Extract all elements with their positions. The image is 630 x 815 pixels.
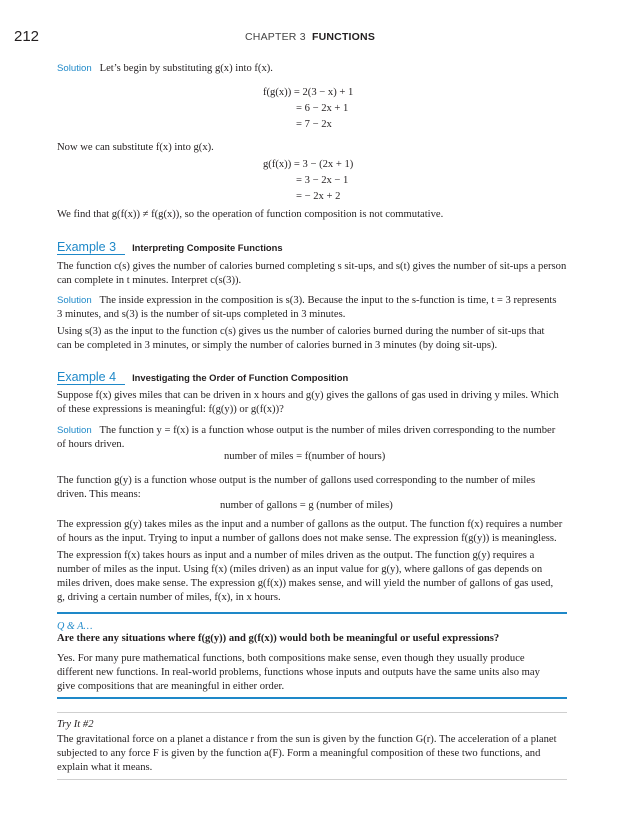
paragraph: [57, 424, 555, 438]
example-underline: [57, 254, 125, 255]
paragraph: The gravitational force on a planet a distance r from the sun is given by the function G(r). The acceleration of a planet: [57, 734, 557, 745]
equation-line: = 7 − 2x: [296, 119, 332, 130]
paragraph: The function g(y) is a function whose output is the number of gallons used corresponding to the number of miles: [57, 475, 536, 486]
equation-line: = 3 − 2x − 1: [296, 175, 349, 186]
solution-label: Solution: [57, 425, 92, 436]
equation-line: f(g(x)) = 2(3 − x) + 1: [263, 87, 354, 98]
paragraph: miles driven, does make sense. The expression g(f(x)) makes sense, and will yield the number of gallons of gas used,: [57, 578, 554, 589]
paragraph: driven. This means:: [57, 489, 141, 500]
chapter-header: [245, 31, 375, 43]
solution-label: Solution: [57, 295, 92, 306]
qa-bottom-bar: [57, 697, 567, 699]
solution-label: Solution: [57, 63, 92, 74]
equation-line: = − 2x + 2: [296, 191, 341, 202]
equation-line: number of gallons = g (number of miles): [220, 500, 393, 511]
paragraph: number of miles as the input. Using f(x) (miles driven) as an input value for g(y), where gallons of gas depends on: [57, 564, 543, 575]
equation-line: number of miles = f(number of hours): [224, 451, 386, 462]
paragraph: subjected to any force F is given by the function a(F). Form a meaningful composition of these two functions, and: [57, 748, 541, 759]
example-label: Example 3: [57, 240, 117, 254]
paragraph: can complete in t minutes. Interpret c(s(3)).: [57, 275, 242, 286]
paragraph: 3 minutes, and s(3) is the number of sit-ups completed in 3 minutes.: [57, 309, 346, 320]
example-underline: [57, 384, 125, 385]
chapter-title: FUNCTIONS: [311, 31, 376, 43]
paragraph: can be completed in 3 minutes, or simply the number of calories burned in 3 minutes (by doing sit-ups).: [57, 340, 498, 351]
try-it-label: Try It #2: [57, 719, 94, 730]
example-title: Investigating the Order of Function Composition: [132, 372, 349, 383]
equation-line: = 6 − 2x + 1: [296, 103, 349, 114]
solution-intro: [57, 62, 273, 76]
paragraph: g, driving a certain number of miles, f(x), in x hours.: [57, 592, 281, 603]
paragraph: Now we can substitute f(x) into g(x).: [57, 142, 214, 153]
try-it-top-rule: [57, 712, 567, 713]
qa-top-bar: [57, 612, 567, 614]
paragraph: Suppose f(x) gives miles that can be driven in x hours and g(y) gives the gallons of gas used in driving y miles. Which: [57, 390, 559, 401]
solution-text: The function y = f(x) is a function whose output is the number of miles driven corresponding to the number: [99, 425, 556, 436]
paragraph: [57, 294, 556, 308]
page-number: 212: [14, 28, 40, 45]
example-label: Example 4: [57, 370, 117, 384]
paragraph: give compositions that are meaningful in either order.: [57, 681, 285, 692]
paragraph: We find that g(f(x)) ≠ f(g(x)), so the operation of function composition is not commutative.: [57, 209, 444, 220]
paragraph: Yes. For many pure mathematical functions, both compositions make sense, even though they usually produce: [57, 653, 525, 664]
paragraph: of these expressions is meaningful: f(g(y)) or g(f(x))?: [57, 404, 284, 415]
solution-text: The inside expression in the composition is s(3). Because the input to the s-function is time, t = 3 represents: [99, 295, 557, 306]
paragraph: of hours as the input. Trying to input a number of gallons does not make sense. The expression f(g(y)) is meaningless.: [57, 533, 557, 544]
qa-question: Are there any situations where f(g(y)) and g(f(x)) would both be meaningful or useful expressions?: [57, 633, 500, 644]
example-title: Interpreting Composite Functions: [132, 242, 283, 253]
qa-label: Q & A…: [57, 621, 93, 632]
paragraph: The expression f(x) takes hours as input and a number of miles driven as the output. The function g(y) requires a: [57, 550, 535, 561]
paragraph: different new functions. In real-world problems, functions whose inputs and outputs have the same units also may: [57, 667, 540, 678]
solution-intro-text: Let’s begin by substituting g(x) into f(x).: [99, 63, 273, 74]
paragraph: Using s(3) as the input to the function c(s) gives us the number of calories burned during the number of sit-ups that: [57, 326, 545, 337]
paragraph: The function c(s) gives the number of calories burned completing s sit-ups, and s(t) gives the number of sit-ups a person: [57, 261, 567, 272]
try-it-bottom-rule: [57, 779, 567, 780]
equation-line: g(f(x)) = 3 − (2x + 1): [263, 159, 354, 170]
paragraph: of hours driven.: [57, 439, 125, 450]
chapter-label: CHAPTER 3: [245, 31, 306, 43]
paragraph: The expression g(y) takes miles as the input and a number of gallons as the output. The function f(x) requires a number: [57, 519, 563, 530]
paragraph: explain what it means.: [57, 762, 153, 773]
